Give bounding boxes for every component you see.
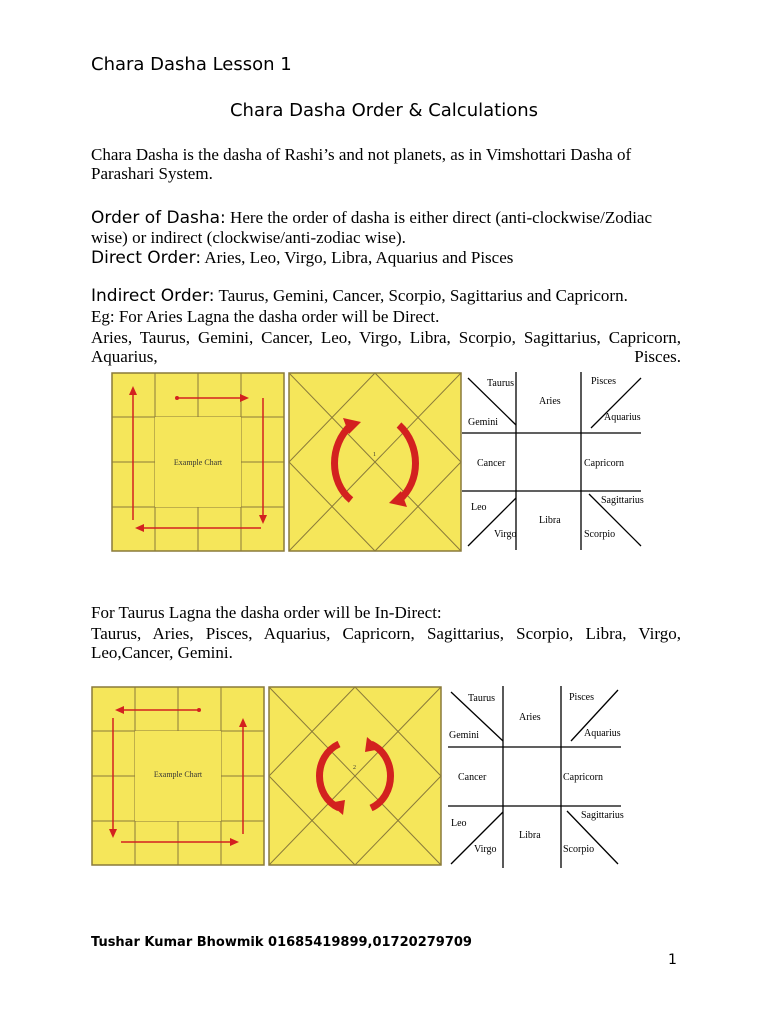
sign-libra: Libra	[539, 515, 561, 526]
north-chart-number: 1	[373, 452, 376, 458]
aries-example-line: Eg: For Aries Lagna the dasha order will be Direct.	[91, 307, 440, 326]
order-of-dasha-paragraph	[91, 208, 681, 247]
sign-libra: Libra	[519, 830, 541, 841]
aries-direct-diagram	[111, 370, 671, 560]
south-indian-chart	[92, 687, 264, 865]
sign-aquarius: Aquarius	[604, 412, 641, 423]
page-header: Chara Dasha Lesson 1	[91, 54, 292, 75]
taurus-example-line: For Taurus Lagna the dasha order will be In-Direct:	[91, 603, 442, 622]
south-chart-label: Example Chart	[173, 458, 223, 467]
sign-virgo: Virgo	[474, 844, 497, 855]
sign-leo: Leo	[471, 502, 487, 513]
north-indian-chart	[269, 687, 441, 865]
north-indian-chart	[289, 373, 461, 551]
sign-gemini: Gemini	[449, 730, 479, 741]
direct-order-paragraph	[91, 248, 681, 268]
sign-scorpio: Scorpio	[563, 844, 595, 855]
indirect-order-paragraph	[91, 286, 681, 306]
sign-aries: Aries	[519, 712, 541, 723]
sign-taurus: Taurus	[468, 693, 496, 704]
sign-leo: Leo	[451, 818, 467, 829]
sign-sagittarius: Sagittarius	[601, 495, 644, 506]
sign-taurus: Taurus	[487, 378, 515, 389]
intro-paragraph: Chara Dasha is the dasha of Rashi’s and not planets, as in Vimshottari Dasha of Parashari System.	[91, 145, 632, 183]
sign-gemini: Gemini	[468, 417, 498, 428]
sign-cancer: Cancer	[477, 458, 506, 469]
order-of-dasha-label: Order of Dasha:	[91, 208, 226, 228]
taurus-sequence: Taurus, Aries, Pisces, Aquarius, Capricorn, Sagittarius, Scorpio, Libra, Virgo, Leo,Cancer, Gemini.	[91, 624, 681, 662]
direct-order-label: Direct Order:	[91, 248, 202, 268]
indirect-order-text: Taurus, Gemini, Cancer, Scorpio, Sagittarius and Capricorn.	[218, 286, 628, 305]
indirect-order-label: Indirect Order:	[91, 286, 215, 306]
sign-sagittarius: Sagittarius	[581, 810, 624, 821]
sign-virgo: Virgo	[494, 529, 517, 540]
south-indian-chart	[112, 373, 284, 551]
page-footer: Tushar Kumar Bhowmik 01685419899,01720279709	[91, 935, 472, 950]
page-title: Chara Dasha Order & Calculations	[229, 100, 538, 121]
direct-order-text: Aries, Leo, Virgo, Libra, Aquarius and Pisces	[204, 248, 514, 267]
north-chart-number: 2	[353, 765, 356, 771]
sign-pisces: Pisces	[591, 376, 616, 387]
sign-aries: Aries	[539, 396, 561, 407]
sign-aquarius: Aquarius	[584, 728, 621, 739]
sign-scorpio: Scorpio	[584, 529, 616, 540]
sign-pisces: Pisces	[569, 692, 594, 703]
aries-sequence: Aries, Taurus, Gemini, Cancer, Leo, Virgo, Libra, Scorpio, Sagittarius, Capricorn, Aquarius, Pisces.	[91, 328, 681, 366]
order-of-dasha-text: Here the order of dasha is either direct (anti-clockwise/Zodiac wise) or indirect (clockwise/anti-zodiac wise).	[91, 208, 653, 247]
page-number: 1	[668, 952, 677, 968]
sign-cancer: Cancer	[458, 772, 487, 783]
taurus-indirect-diagram	[91, 684, 651, 879]
sign-capricorn: Capricorn	[563, 772, 603, 783]
sign-capricorn: Capricorn	[584, 458, 624, 469]
south-chart-label: Example Chart	[153, 770, 203, 779]
